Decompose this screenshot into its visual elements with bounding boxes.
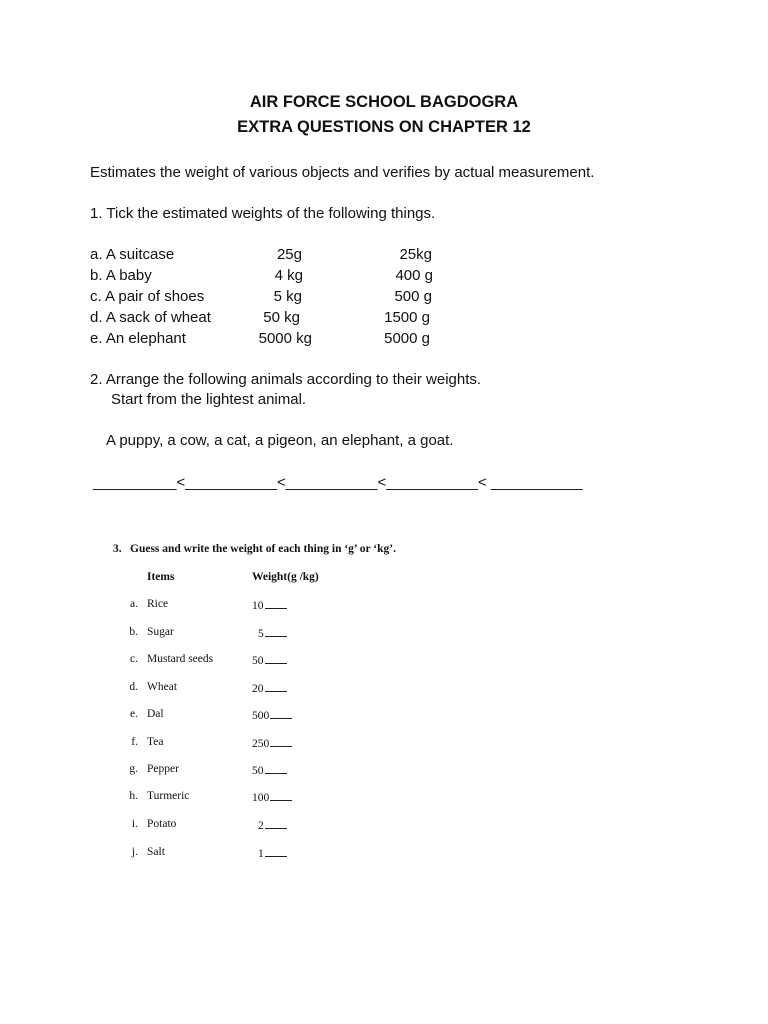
q1-option-2[interactable]: 25kg bbox=[399, 246, 432, 263]
q3-col-weight: Weight(g /kg) bbox=[252, 571, 319, 583]
q3-row-letter: j. bbox=[131, 846, 138, 858]
q3-prompt: Guess and write the weight of each thing in ‘g’ or ‘kg’. bbox=[130, 543, 396, 555]
q3-row-letter: f. bbox=[131, 736, 138, 748]
q3-row-letter: i. bbox=[131, 818, 138, 830]
q3-item-name: Potato bbox=[147, 818, 177, 830]
q1-option-1[interactable]: 25g bbox=[276, 246, 302, 263]
q1-option-1[interactable]: 5 kg bbox=[273, 288, 302, 305]
q3-item-name: Pepper bbox=[147, 763, 179, 775]
q3-unit-blank[interactable] bbox=[270, 790, 292, 801]
q3-number: 3. bbox=[113, 543, 122, 555]
q3-weight-value: 20 bbox=[252, 683, 264, 695]
q3-weight-entry[interactable] bbox=[252, 708, 292, 722]
q3-row-letter: d. bbox=[129, 681, 138, 693]
q3-weight-entry[interactable] bbox=[252, 736, 292, 750]
q1-item-label: a. A suitcase bbox=[90, 246, 175, 263]
q3-unit-blank[interactable] bbox=[265, 653, 287, 664]
q3-weight-value: 5 bbox=[258, 628, 264, 640]
q3-unit-blank[interactable] bbox=[265, 626, 287, 637]
q3-weight-entry[interactable] bbox=[252, 763, 287, 777]
q3-item-name: Turmeric bbox=[147, 790, 190, 802]
q3-col-items: Items bbox=[147, 571, 175, 583]
q3-weight-value: 1 bbox=[258, 848, 264, 860]
q1-item-label: c. A pair of shoes bbox=[90, 288, 205, 305]
q3-row-letter: a. bbox=[130, 598, 138, 610]
q1-prompt: 1. Tick the estimated weights of the following things. bbox=[90, 205, 436, 222]
q3-row-letter: e. bbox=[130, 708, 138, 720]
q1-option-2[interactable]: 400 g bbox=[395, 267, 433, 284]
q2-animals-list: A puppy, a cow, a cat, a pigeon, an elephant, a goat. bbox=[106, 432, 454, 449]
q3-weight-entry[interactable] bbox=[252, 653, 287, 667]
q3-weight-value: 100 bbox=[252, 792, 270, 804]
intro-text: Estimates the weight of various objects and verifies by actual measurement. bbox=[90, 164, 595, 181]
q3-weight-entry[interactable] bbox=[258, 818, 287, 832]
q1-item-label: e. An elephant bbox=[90, 330, 186, 347]
q3-item-name: Mustard seeds bbox=[147, 653, 214, 665]
q3-weight-value: 50 bbox=[252, 765, 264, 777]
q3-unit-blank[interactable] bbox=[265, 763, 287, 774]
q3-weight-entry[interactable] bbox=[258, 626, 287, 640]
q3-row-letter: b. bbox=[129, 626, 138, 638]
q3-row-letter: g. bbox=[129, 763, 138, 775]
q3-weight-value: 2 bbox=[258, 820, 264, 832]
q1-option-2[interactable]: 5000 g bbox=[384, 330, 430, 347]
q3-row-letter: h. bbox=[129, 790, 138, 802]
q1-item-label: d. A sack of wheat bbox=[90, 309, 211, 326]
q3-weight-entry[interactable] bbox=[258, 846, 287, 860]
q3-weight-entry[interactable] bbox=[252, 681, 287, 695]
q3-item-name: Rice bbox=[147, 598, 169, 610]
q2-prompt: 2. Arrange the following animals according to their weights. bbox=[90, 371, 482, 388]
q3-weight-entry[interactable] bbox=[252, 790, 292, 804]
q3-item-name: Tea bbox=[147, 736, 164, 748]
q1-option-2[interactable]: 1500 g bbox=[384, 309, 430, 326]
q3-weight-value: 50 bbox=[252, 655, 264, 667]
q3-unit-blank[interactable] bbox=[265, 681, 287, 692]
q3-item-name: Sugar bbox=[147, 626, 174, 638]
q3-weight-value: 250 bbox=[252, 738, 270, 750]
school-title: AIR FORCE SCHOOL BAGDOGRA bbox=[249, 93, 519, 111]
q3-weight-value: 500 bbox=[252, 710, 270, 722]
q3-unit-blank[interactable] bbox=[270, 708, 292, 719]
q3-weight-entry[interactable] bbox=[252, 598, 287, 612]
q1-option-1[interactable]: 50 kg bbox=[263, 309, 300, 326]
q3-item-name: Dal bbox=[147, 708, 164, 720]
q3-unit-blank[interactable] bbox=[265, 818, 287, 829]
q3-weight-value: 10 bbox=[252, 600, 264, 612]
q3-item-name: Wheat bbox=[147, 681, 178, 693]
q3-row-letter: c. bbox=[130, 653, 138, 665]
q2-prompt-continued: Start from the lightest animal. bbox=[111, 391, 307, 408]
q3-item-name: Salt bbox=[147, 846, 165, 858]
q1-option-2[interactable]: 500 g bbox=[394, 288, 432, 305]
q2-answer-blanks[interactable]: __________<___________<___________<___________< ___________ bbox=[93, 474, 583, 491]
q1-option-1[interactable]: 4 kg bbox=[274, 267, 303, 284]
q3-unit-blank[interactable] bbox=[270, 736, 292, 747]
q3-unit-blank[interactable] bbox=[265, 598, 287, 609]
q1-option-1[interactable]: 5000 kg bbox=[258, 330, 312, 347]
chapter-title: EXTRA QUESTIONS ON CHAPTER 12 bbox=[237, 118, 531, 136]
q1-item-label: b. A baby bbox=[90, 267, 152, 284]
q3-unit-blank[interactable] bbox=[265, 846, 287, 857]
